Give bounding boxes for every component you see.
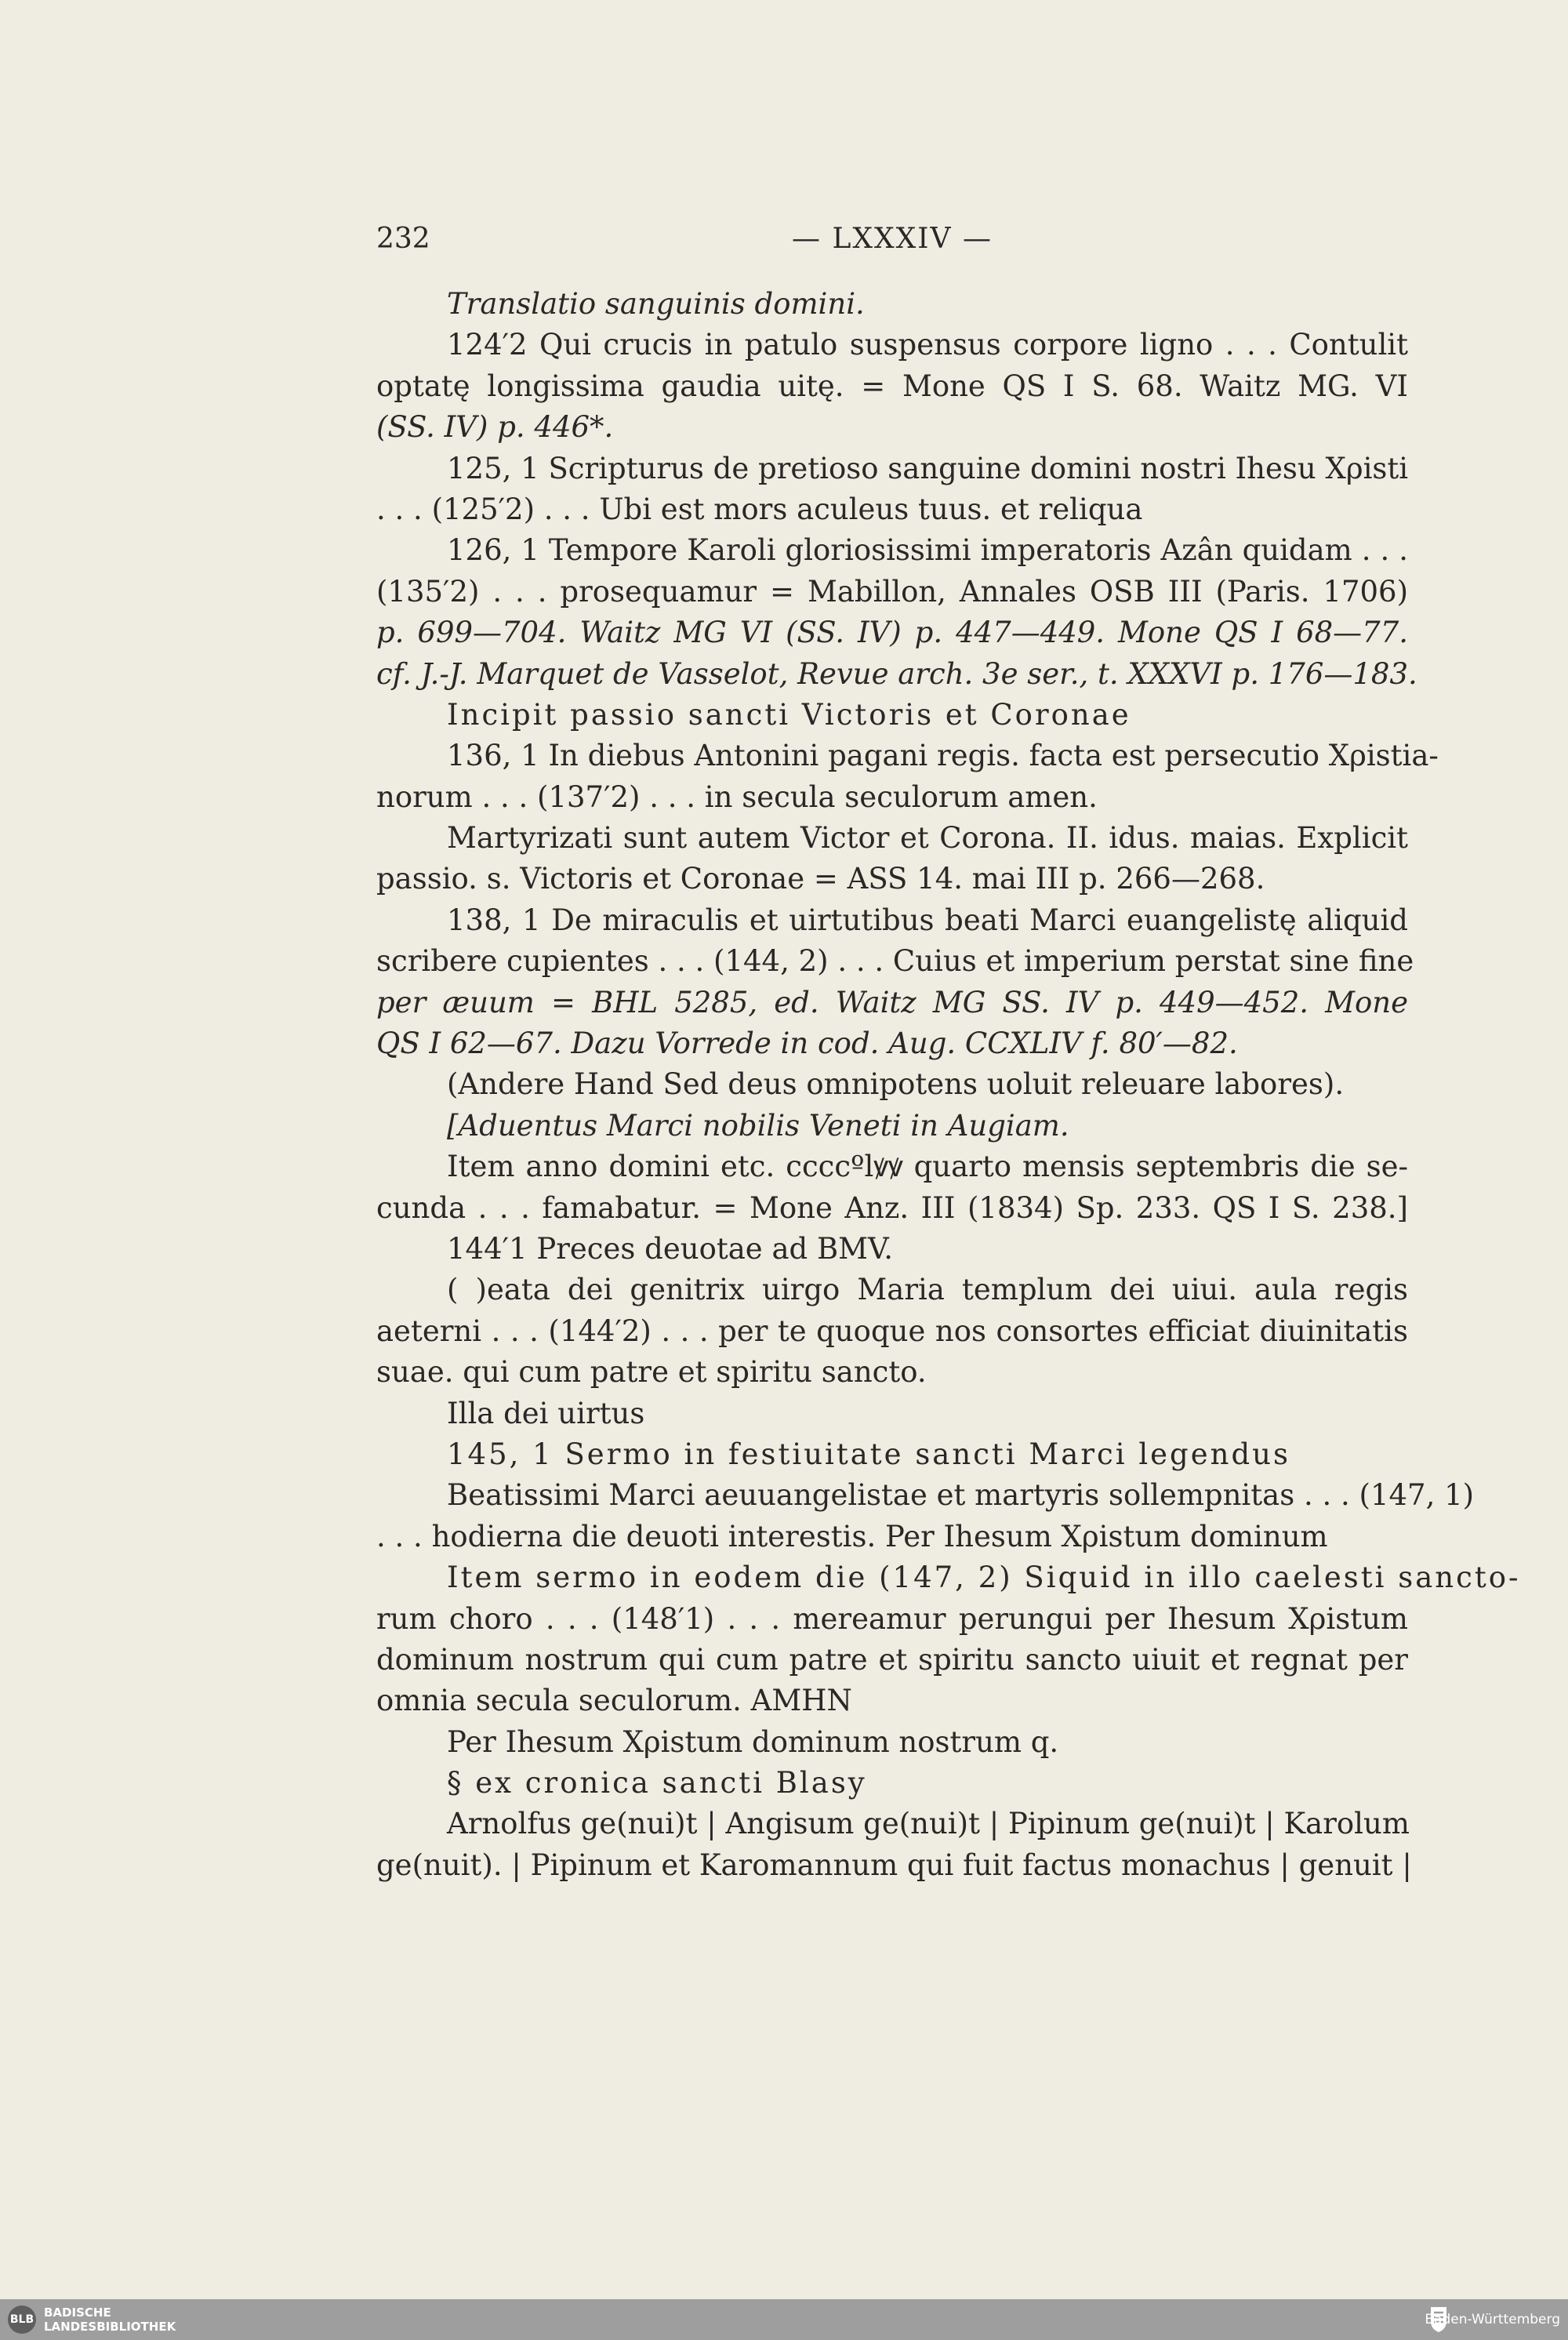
text-line: Item anno domini etc. ccccºlꝟꝟ quarto mensis septembris die se- [447,1150,1408,1184]
text-line: scribere cupientes . . . (144, 2) . . . Cuius et imperium perstat sine fine [376,944,1414,979]
text-line: . . . hodierna die deuoti interestis. Per Ihesum Xρistum dominum [376,1519,1328,1553]
page-number: 232 [376,223,430,255]
text-line: 145, 1 Sermo in festiuitate sancti Marci legendus [447,1437,1290,1471]
text-line: aeterni . . . (144′2) . . . per te quoque nos consortes efficiat diuinitatis [376,1314,1408,1348]
library-name-line-2: LANDESBIBLIOTHEK [44,2320,176,2334]
library-name-line-1: BADISCHE [44,2305,111,2320]
text-line: 126, 1 Tempore Karoli gloriosissimi imperatoris Azân quidam . . . [447,533,1408,568]
text-line: Arnolfus ge(nui)t | Angisum ge(nui)t | Pipinum ge(nui)t | Karolum [447,1807,1410,1841]
text-line: per æuum = BHL 5285, ed. Waitz MG SS. IV p. 449—452. Mone [376,985,1408,1019]
text-line: suae. qui cum patre et spiritu sancto. [376,1355,927,1390]
running-head: — LXXXIV — [792,223,993,255]
state-name: Baden-Württemberg [1425,2312,1560,2327]
footer-bar [0,2299,1568,2340]
text-line: [Aduentus Marci nobilis Veneti in Augiam. [447,1108,1069,1143]
text-line: (Andere Hand Sed deus omnipotens uoluit releuare labores). [447,1067,1345,1102]
text-line: Beatissimi Marci aeuuangelistae et martyris sollempnitas . . . (147, 1) [447,1478,1475,1513]
text-line: 138, 1 De miraculis et uirtutibus beati Marci euangelistę aliquid [447,903,1408,937]
text-line: Incipit passio sancti Victoris et Coronae [447,697,1131,732]
text-line: Illa dei uirtus [447,1396,645,1430]
text-line: 124′2 Qui crucis in patulo suspensus corpore ligno . . . Contulit [447,328,1408,362]
blb-logo-icon: BLB [8,2305,36,2334]
text-line: 125, 1 Scripturus de pretioso sanguine domini nostri Ihesu Xρisti [447,451,1409,485]
text-line: (135′2) . . . prosequamur = Mabillon, Annales OSB III (Paris. 1706) [376,574,1408,609]
body-text [376,284,1521,1886]
text-line: Translatio sanguinis domini. [447,287,865,321]
text-line: § ex cronica sancti Blasy [447,1766,867,1800]
text-line: 136, 1 In diebus Antonini pagani regis. facta est persecutio Xρistia- [447,739,1439,773]
page-header [376,223,1408,270]
text-line: Item sermo in eodem die (147, 2) Siquid in illo caelesti sancto- [447,1561,1521,1595]
text-line: p. 699—704. Waitz MG VI (SS. IV) p. 447—449. Mone QS I 68—77. [376,616,1408,650]
text-line: cunda . . . famabatur. = Mone Anz. III (1834) Sp. 233. QS I S. 238.] [376,1190,1408,1225]
text-line: . . . (125′2) . . . Ubi est mors aculeus tuus. et reliqua [376,492,1143,526]
text-line: 144′1 Preces deuotae ad BMV. [447,1231,894,1266]
text-line: Per Ihesum Xρistum dominum nostrum q. [447,1724,1059,1759]
text-line: Martyrizati sunt autem Victor et Corona. II. idus. maias. Explicit [447,821,1408,856]
library-name [44,2305,176,2334]
text-line: omnia secula seculorum. AMHN [376,1684,852,1718]
text-line: (SS. IV) p. 446*. [376,410,614,445]
text-line: rum choro . . . (148′1) . . . mereamur perungui per Ihesum Xρistum [376,1601,1408,1636]
text-line: norum . . . (137′2) . . . in secula seculorum amen. [376,779,1098,814]
text-line: cf. J.-J. Marquet de Vasselot, Revue arch. 3e ser., t. XXXVI p. 176—183. [376,656,1417,691]
text-line: ge(nuit). | Pipinum et Karomannum qui fuit factus monachus | genuit | [376,1848,1412,1882]
text-line: passio. s. Victoris et Coronae = ASS 14. mai III p. 266—268. [376,862,1265,896]
text-line: dominum nostrum qui cum patre et spiritu sancto uiuit et regnat per [376,1642,1408,1677]
text-line: optatę longissima gaudia uitę. = Mone QS I S. 68. Waitz MG. VI [376,369,1408,403]
text-line: ( )eata dei genitrix uirgo Maria templum dei uiui. aula regis [447,1273,1408,1307]
text-line: QS I 62—67. Dazu Vorrede in cod. Aug. CCXLIV f. 80′—82. [376,1026,1238,1061]
